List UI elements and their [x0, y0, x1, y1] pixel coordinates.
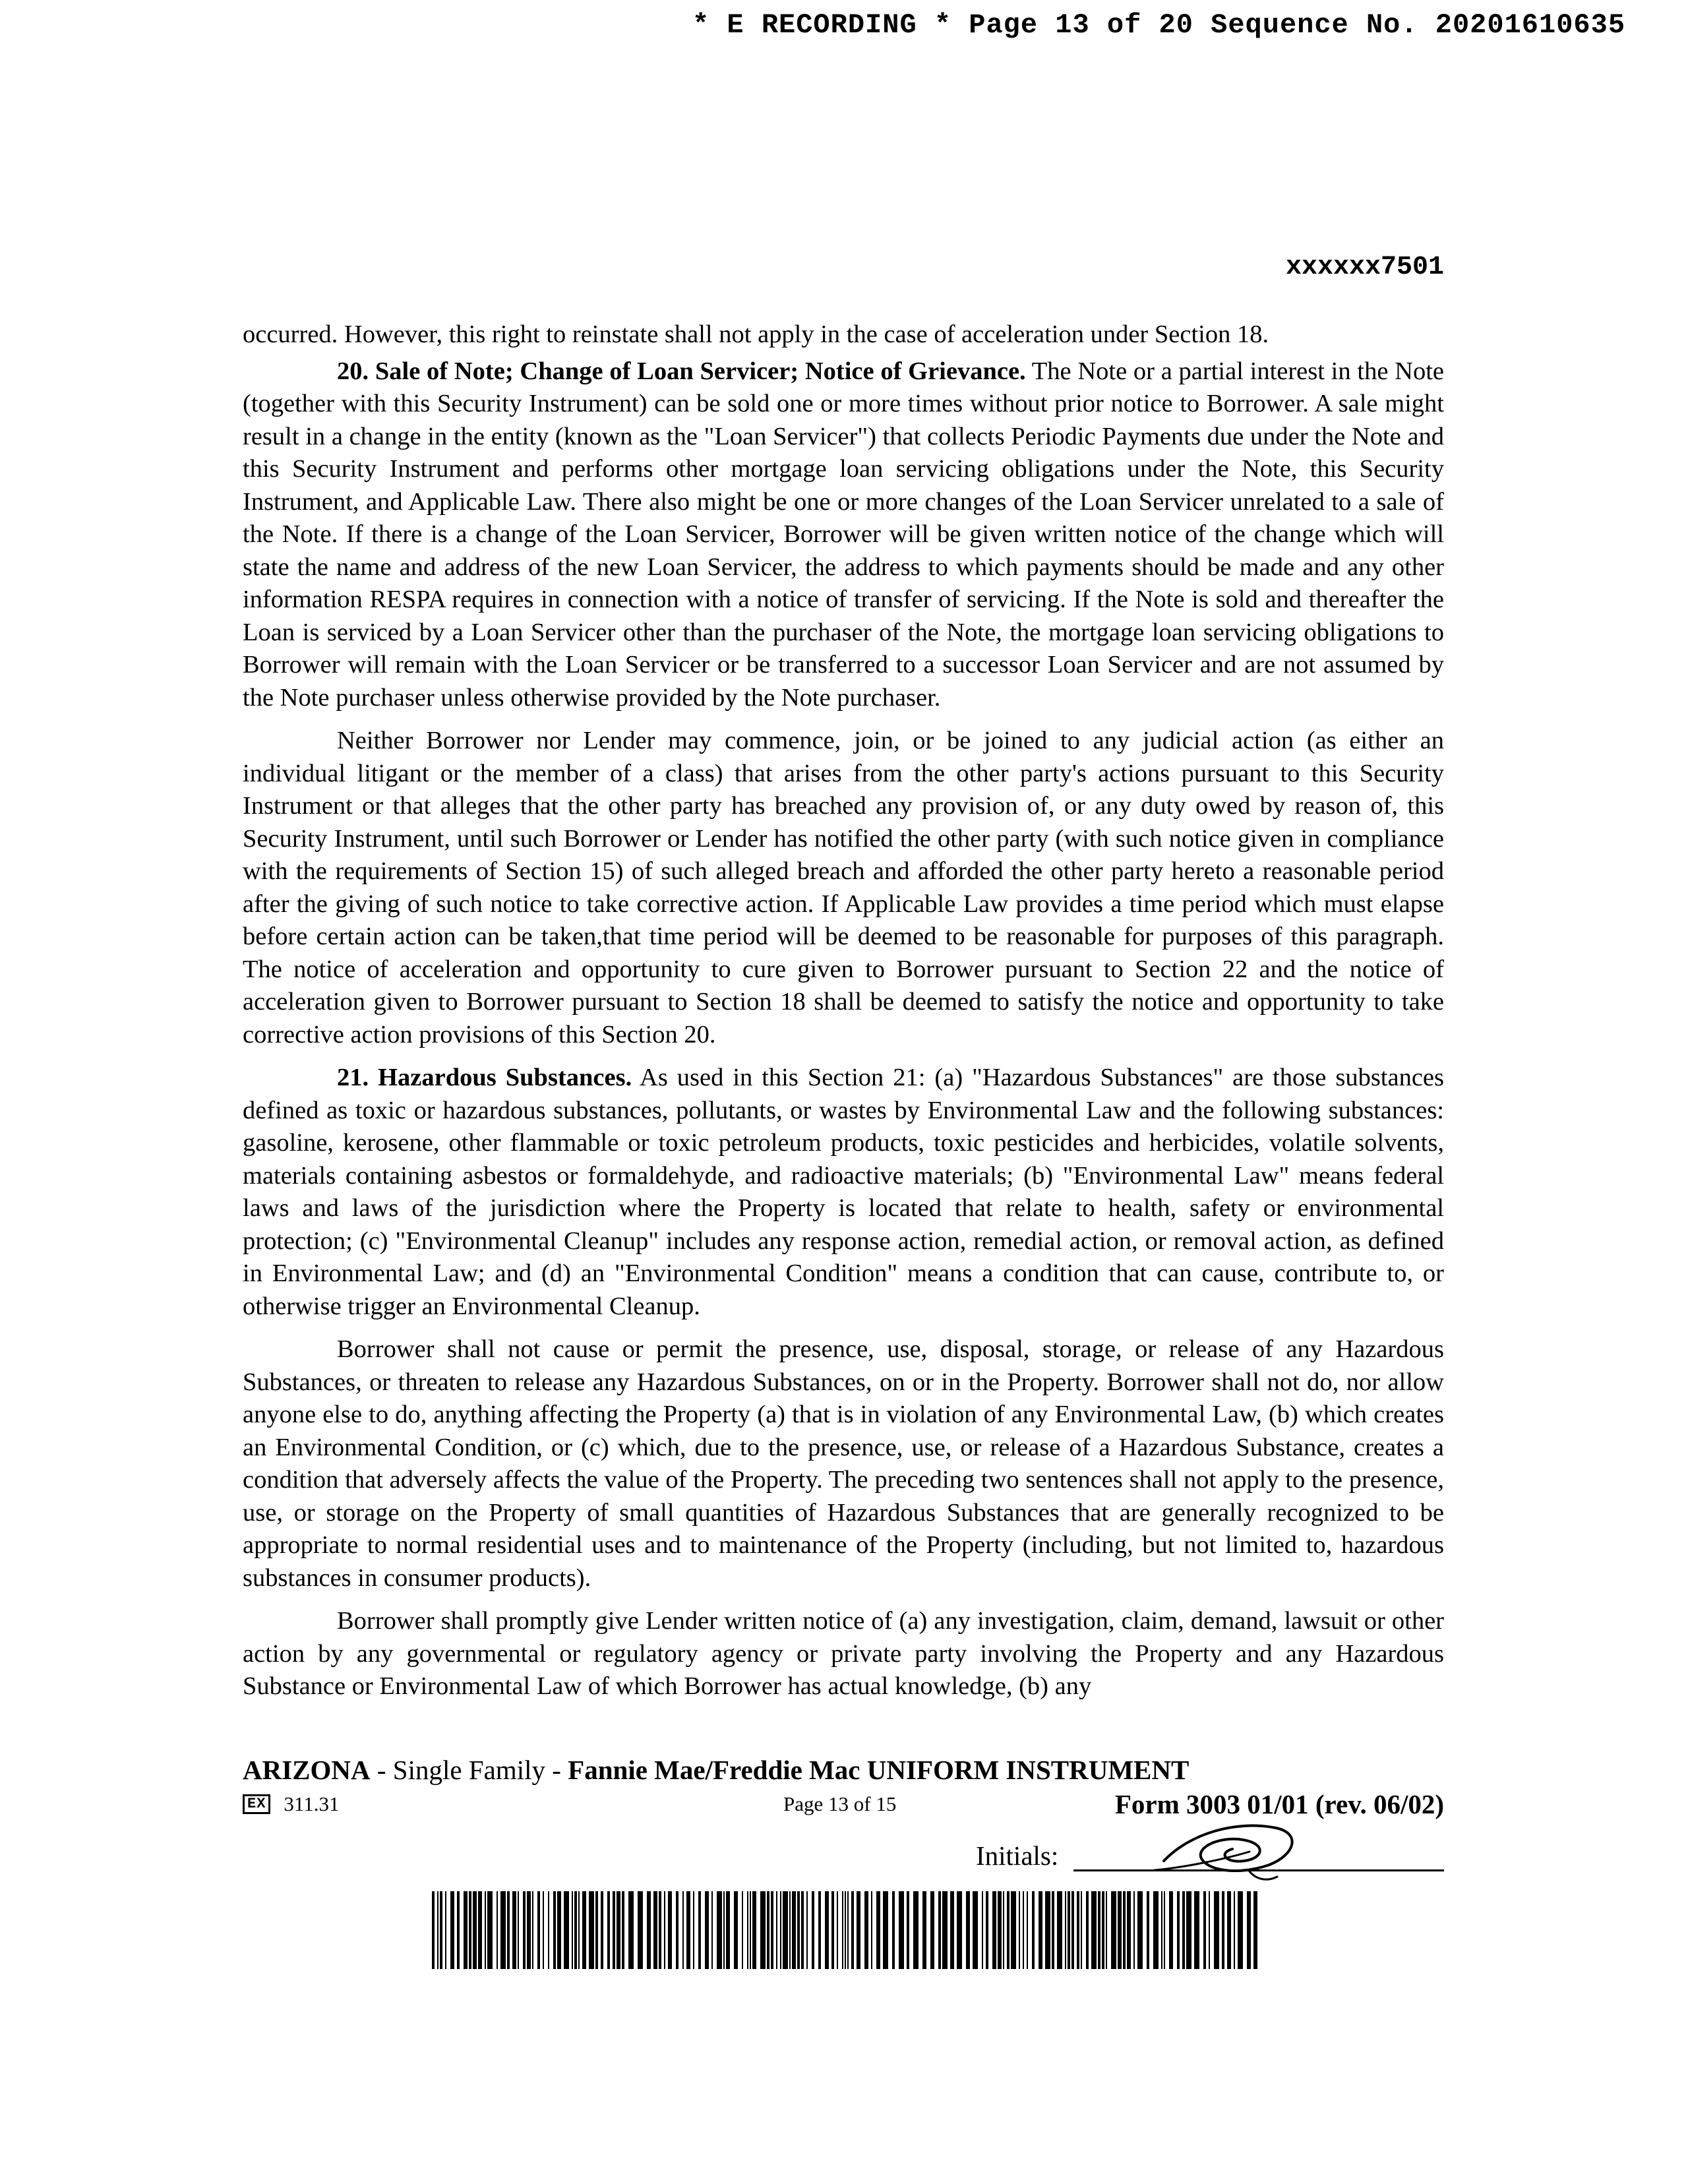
barcode-bar — [930, 1891, 934, 1969]
barcode-bar — [1091, 1891, 1097, 1969]
footer-separator: - — [545, 1755, 568, 1785]
barcode-bar — [842, 1891, 843, 1969]
barcode-bar — [705, 1891, 709, 1969]
barcode-bar — [698, 1891, 701, 1969]
barcode-bar — [647, 1891, 651, 1969]
barcode-bar — [1123, 1891, 1126, 1969]
barcode-bar — [792, 1891, 796, 1969]
barcode-bar — [1065, 1891, 1066, 1969]
section-20-text: The Note or a partial interest in the Note (together with this Security Instrument) can be sold one or more times without prior notice to Borrower. A sale might result in a change in the entity (known as the "Loan Servicer") that collects Periodic Payments due under the Note and this Security Instrument and performs other mortgage loan servicing obligations under the Note, this Security Instrument, and Applicable Law. There also might be one or more changes of the Loan Servicer unrelated to a sale of the Note. If there is a change of the Loan Servicer, Borrower will be given written notice of the change which will state the name and address of the new Loan Servicer, the address to which payments should be made and any other information RESPA requires in connection with a notice of transfer of servicing. If the Note is sold and thereafter the Loan is serviced by a Loan Servicer other than the purchaser of the Note, the mortgage loan servicing obligations to Borrower will remain with the Loan Servicer or be transferred to a successor Loan Servicer and are not assumed by the Note purchaser unless otherwise provided by the Note purchaser. — [243, 357, 1444, 712]
barcode-bar — [464, 1891, 467, 1969]
barcode-bar — [1253, 1891, 1257, 1969]
barcode-bar — [1068, 1891, 1070, 1969]
barcode-bar — [1133, 1891, 1135, 1969]
barcode-bar — [818, 1891, 821, 1969]
section-20-heading: 20. Sale of Note; Change of Loan Servicer; Notice of Grievance. — [337, 357, 1026, 385]
barcode-bar — [871, 1891, 872, 1969]
barcode-bar — [1227, 1891, 1231, 1969]
barcode-bar — [789, 1891, 791, 1969]
barcode-bar — [998, 1891, 1002, 1969]
barcode-bar — [574, 1891, 577, 1969]
barcode-bar — [973, 1891, 978, 1969]
barcode-bar — [589, 1891, 594, 1969]
barcode-bar — [537, 1891, 540, 1969]
barcode-bar — [864, 1891, 868, 1969]
barcode-bar — [1023, 1891, 1024, 1969]
loan-number: xxxxxx7501 — [1285, 253, 1444, 282]
barcode-bar — [607, 1891, 610, 1969]
barcode-bar — [1081, 1891, 1082, 1969]
barcode-bar — [1111, 1891, 1116, 1969]
barcode-bar — [883, 1891, 888, 1969]
barcode-bar — [771, 1891, 773, 1969]
barcode-bar — [664, 1891, 665, 1969]
form-code: 311.31 — [284, 1792, 340, 1815]
page-number: Page 13 of 15 — [783, 1792, 897, 1815]
barcode-bar — [1222, 1891, 1224, 1969]
barcode-bar — [1086, 1891, 1089, 1969]
barcode-bar — [1127, 1891, 1131, 1969]
barcode-bar — [532, 1891, 533, 1969]
barcode-bar — [747, 1891, 748, 1969]
barcode-bar — [1209, 1891, 1210, 1969]
barcode-bar — [1057, 1891, 1062, 1969]
barcode-bar — [1007, 1891, 1010, 1969]
barcode-bar — [1098, 1891, 1100, 1969]
paragraph-borrower-restrictions: Borrower shall not cause or permit the presence, use, disposal, storage, or release of any Hazardous Substances, or threaten to release any Hazardous Substances, on or in the Property. Borrower shall not do, nor allow anyone else to do, anything affecting the Property (a) that is in violation of any Environmental Law, (b) which creates an Environmental Condition, or (c) which, due to the presence, use, or release of a Hazardous Substance, creates a condition that adversely affects the value of the Property. The preceding two sentences shall not apply to the presence, use, or storage on the Property of small quantities of Hazardous Substances that are generally recognized to be appropriate to normal residential uses and to maintenance of the Property (including, but not limited to, hazardous substances in consumer products). — [243, 1335, 1444, 1592]
barcode-bar — [518, 1891, 519, 1969]
initials-signature-icon — [1151, 1813, 1302, 1886]
section-21-text: As used in this Section 21: (a) "Hazardous Substances" are those substances defined as toxic or hazardous substances, pollutants, or wastes by Environmental Law and the following substances: gasoline, kerosene, other flammable or toxic petroleum products, toxic pesticides and herbicides, volatile solvents, materials containing asbestos or formaldehyde, and radioactive materials; (b) "Environmental Law" means federal laws and laws of the jurisdiction where the Property is located that relate to health, safety or environmental protection; (c) "Environmental Cleanup" includes any response action, remedial action, or removal action, as defined in Environmental Law; and (d) an "Environmental Condition" means a condition that can cause, contribute to, or otherwise trigger an Environmental Cleanup. — [243, 1064, 1445, 1320]
barcode-bar — [1169, 1891, 1173, 1969]
barcode-bar — [892, 1891, 895, 1969]
barcode-bar — [1214, 1891, 1219, 1969]
section-21-heading: 21. Hazardous Substances. — [337, 1064, 632, 1091]
barcode-bar — [1077, 1891, 1079, 1969]
barcode-bar — [653, 1891, 657, 1969]
barcode-bar — [564, 1891, 569, 1969]
barcode-bar — [1203, 1891, 1206, 1969]
barcode-bar — [469, 1891, 471, 1969]
barcode-bar — [711, 1891, 713, 1969]
barcode-bar — [622, 1891, 624, 1969]
barcode-bar — [723, 1891, 725, 1969]
footer-instrument: Fannie Mae/Freddie Mac UNIFORM INSTRUMENT — [568, 1755, 1190, 1785]
barcode-bar — [617, 1891, 620, 1969]
footer-state: ARIZONA — [243, 1755, 371, 1785]
barcode-bar — [1186, 1891, 1191, 1969]
barcode-bar — [682, 1891, 684, 1969]
barcode-bar — [942, 1891, 948, 1969]
barcode-bar — [1161, 1891, 1162, 1969]
barcode-bar — [445, 1891, 446, 1969]
barcode-bar — [1019, 1891, 1020, 1969]
footer-property-type: Single Family — [392, 1755, 546, 1785]
barcode-bar — [1102, 1891, 1104, 1969]
barcode-bar — [485, 1891, 486, 1969]
barcode-bar — [851, 1891, 854, 1969]
form-code-group — [243, 1792, 340, 1816]
barcode-bar — [1118, 1891, 1122, 1969]
barcode-bar — [806, 1891, 808, 1969]
barcode-bar — [638, 1891, 643, 1969]
barcode-bar — [717, 1891, 722, 1969]
barcode-bar — [783, 1891, 788, 1969]
barcode-bar — [613, 1891, 615, 1969]
barcode-bar — [857, 1891, 860, 1969]
barcode-bar — [478, 1891, 482, 1969]
initials-label: Initials: — [976, 1840, 1059, 1871]
recording-header: * E RECORDING * Page 13 of 20 Sequence No. 20201610635 — [692, 9, 1626, 41]
barcode-bar — [957, 1891, 962, 1969]
barcode-bar — [595, 1891, 598, 1969]
barcode-bar — [726, 1891, 730, 1969]
barcode-bar — [473, 1891, 477, 1969]
barcode-bar — [1137, 1891, 1143, 1969]
barcode-bar — [1106, 1891, 1107, 1969]
barcode-bar — [432, 1891, 435, 1969]
barcode-bar — [1045, 1891, 1050, 1969]
barcode-bar — [440, 1891, 442, 1969]
footer-separator: - — [370, 1755, 393, 1785]
barcode-bar — [913, 1891, 919, 1969]
paragraph-judicial-action: Neither Borrower nor Lender may commence, join, or be joined to any judicial action (as either an individual litigant or the member of a class) that arises from the other party's actions pursuant to this Security Instrument or that alleges that the other party has breached any provision of, or any duty owed by reason of, this Security Instrument, until such Borrower or Lender has notified the other party (with such notice given in compliance with the requirements of Section 15) of such alleged breach and afforded the other party hereto a reasonable period after the giving of such notice to take corrective action. If Applicable Law provides a time period which must elapse before certain action can be taken,that time period will be deemed to be reasonable for purposes of this paragraph. The notice of acceleration and opportunity to cure given to Borrower pursuant to Section 22 and the notice of acceleration given to Borrower pursuant to Section 18 shall be deemed to satisfy the notice and opportunity to take corrective action provisions of this Section 20. — [243, 727, 1444, 1048]
barcode-bar — [553, 1891, 556, 1969]
barcode-bar — [1234, 1891, 1235, 1969]
barcode-bar — [986, 1891, 988, 1969]
form-logo-icon: EX — [243, 1794, 270, 1814]
barcode-bar — [812, 1891, 814, 1969]
barcode-bar — [760, 1891, 766, 1969]
barcode-bar — [1247, 1891, 1251, 1969]
barcode-bar — [982, 1891, 983, 1969]
paragraph-borrower-notice: Borrower shall promptly give Lender written notice of (a) any investigation, claim, demand, lawsuit or other action by any governmental or regulatory agency or private party involving the Property and any Hazardous Substance or Environmental Law of which Borrower has actual knowledge, (b) any — [243, 1607, 1444, 1700]
barcode-bar — [767, 1891, 769, 1969]
barcode-bar — [582, 1891, 586, 1969]
barcode-bar — [992, 1891, 996, 1969]
barcode-bar — [1027, 1891, 1028, 1969]
paragraph-reinstatement: occurred. However, this right to reinstate shall not apply in the case of acceleration under Section 18. — [243, 320, 1269, 348]
barcode-bar — [497, 1891, 498, 1969]
barcode-bar — [686, 1891, 690, 1969]
barcode-bar — [668, 1891, 672, 1969]
barcode-bar — [734, 1891, 738, 1969]
barcode-bar — [659, 1891, 661, 1969]
barcode-bar — [543, 1891, 544, 1969]
barcode-bar — [922, 1891, 926, 1969]
barcode-bar — [831, 1891, 834, 1969]
barcode-bar — [750, 1891, 751, 1969]
barcode-bar — [548, 1891, 549, 1969]
barcode-bar — [1147, 1891, 1149, 1969]
barcode-bar — [1011, 1891, 1016, 1969]
barcode-bar — [876, 1891, 880, 1969]
barcode-bar — [847, 1891, 849, 1969]
barcode-bar — [1238, 1891, 1243, 1969]
barcode-bar — [1164, 1891, 1165, 1969]
barcode-bar — [899, 1891, 904, 1969]
footer-instrument-title — [243, 1754, 1232, 1786]
barcode-bar — [523, 1891, 526, 1969]
barcode-bar — [693, 1891, 694, 1969]
barcode-bar — [512, 1891, 516, 1969]
initials-field — [976, 1840, 1444, 1879]
barcode-bar — [676, 1891, 678, 1969]
barcode-bar — [1039, 1891, 1042, 1969]
barcode-bar — [507, 1891, 510, 1969]
barcode-bar — [500, 1891, 506, 1969]
barcode-bar — [1032, 1891, 1035, 1969]
form-reference: Form 3003 01/01 (rev. 06/02) — [1114, 1789, 1444, 1819]
barcode-bar — [457, 1891, 460, 1969]
barcode-bar — [780, 1891, 781, 1969]
barcode-bar — [776, 1891, 777, 1969]
barcode-bar — [557, 1891, 561, 1969]
barcode-bar — [1071, 1891, 1074, 1969]
barcode-bar — [572, 1891, 573, 1969]
barcode-bar — [1052, 1891, 1054, 1969]
barcode-bar — [752, 1891, 756, 1969]
barcode-bar — [628, 1891, 634, 1969]
barcode-bar — [450, 1891, 454, 1969]
paragraph-section-21 — [243, 1062, 1444, 1323]
barcode-bar — [437, 1891, 438, 1969]
barcode-bar — [578, 1891, 580, 1969]
barcode-bar — [837, 1891, 838, 1969]
barcode-bar — [1003, 1891, 1004, 1969]
barcode-bar — [487, 1891, 493, 1969]
barcode-bar — [950, 1891, 954, 1969]
barcode-bar — [1153, 1891, 1159, 1969]
barcode-bar — [527, 1891, 531, 1969]
barcode-icon — [432, 1891, 1263, 1969]
barcode-bar — [601, 1891, 603, 1969]
barcode-bar — [1194, 1891, 1199, 1969]
barcode-bar — [938, 1891, 941, 1969]
barcode-bar — [742, 1891, 743, 1969]
barcode-bar — [845, 1891, 846, 1969]
barcode-bar — [825, 1891, 829, 1969]
barcode-bar — [907, 1891, 909, 1969]
barcode-bar — [797, 1891, 800, 1969]
barcode-bar — [801, 1891, 804, 1969]
barcode-bar — [1177, 1891, 1180, 1969]
document-body — [243, 318, 1444, 1703]
paragraph-section-20 — [243, 355, 1444, 715]
barcode-bar — [966, 1891, 970, 1969]
barcode-bar — [1182, 1891, 1185, 1969]
